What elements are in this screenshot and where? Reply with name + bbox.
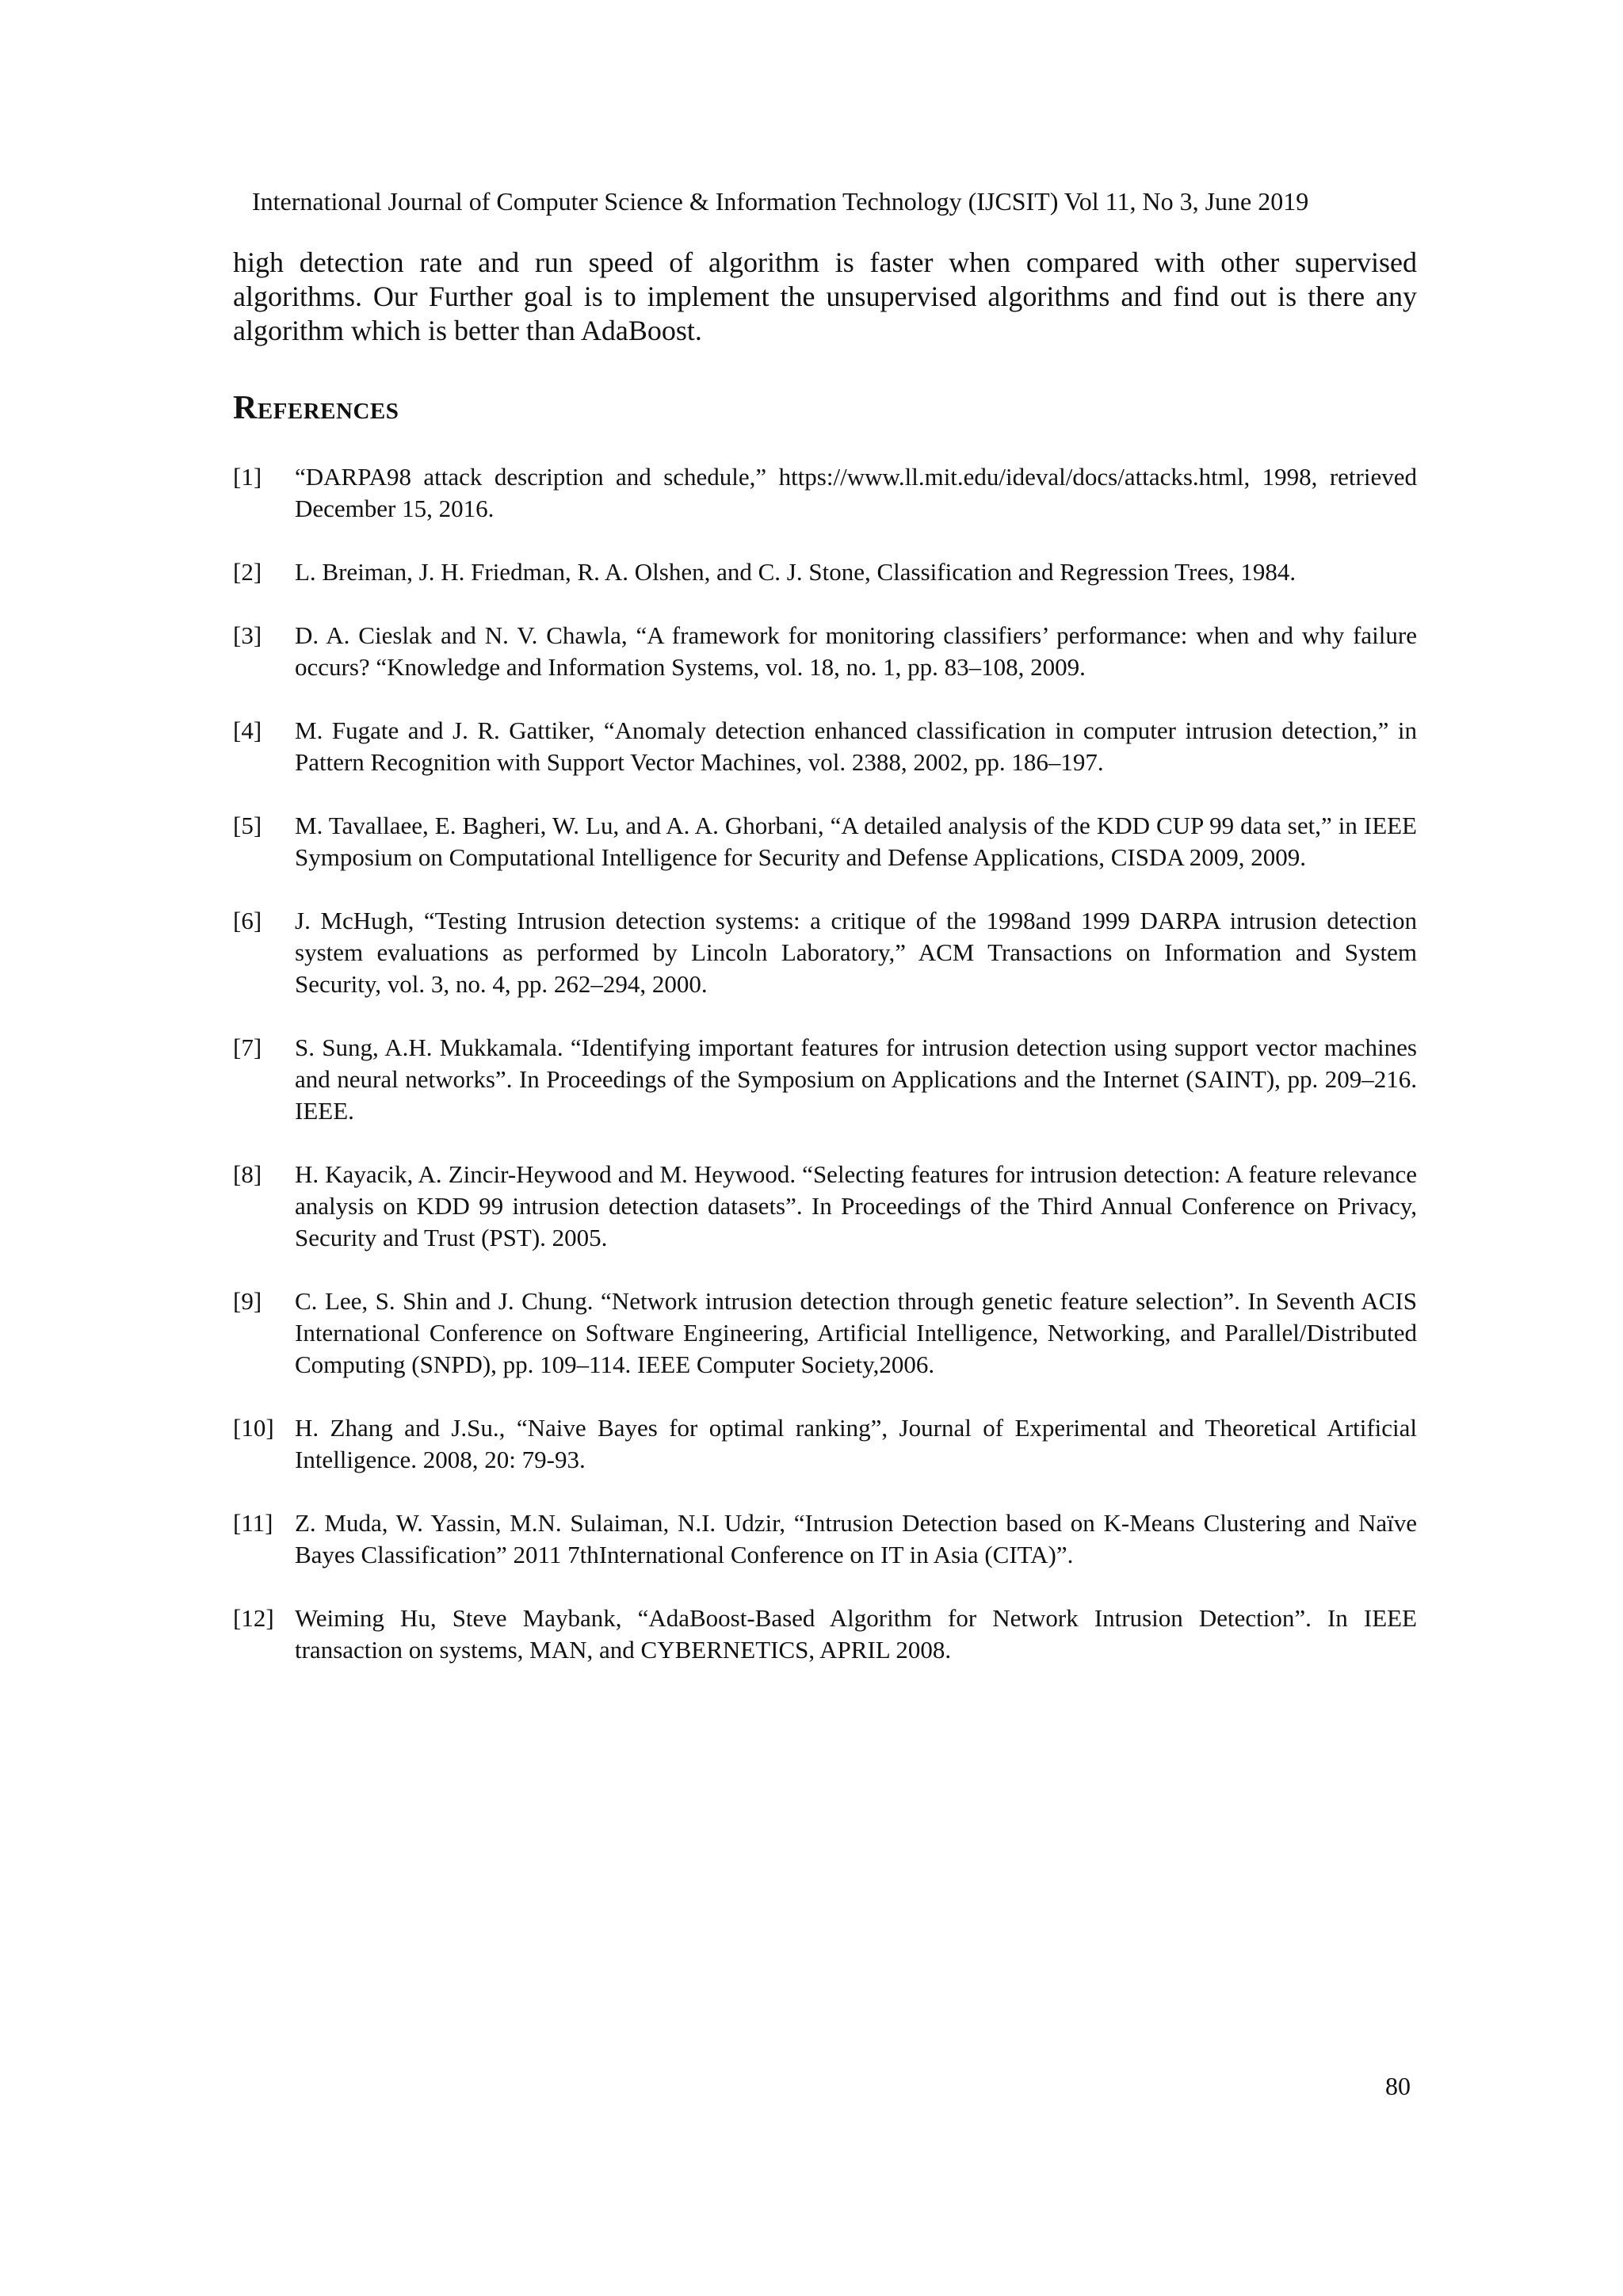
reference-number: [10] — [233, 1414, 274, 1442]
page-number: 80 — [1385, 2072, 1411, 2100]
reference-text: J. McHugh, “Testing Intrusion detection systems: a critique of the 1998and 1999 DARPA intrusion detection system evaluations as performed by Lincoln Laboratory,” ACM Transactions on Information and System Security, vol. 3, no. 4, pp. 262–294, 2000. — [295, 907, 1417, 998]
reference-text: H. Kayacik, A. Zincir-Heywood and M. Heywood. “Selecting features for intrusion detection: A feature relevance analysis on KDD 99 intrusion detection datasets”. In Proceedings of the Third Annual Conference on Privacy, Security and Trust (PST). 2005. — [295, 1160, 1417, 1251]
reference-number: [9] — [233, 1287, 262, 1315]
reference-text: L. Breiman, J. H. Friedman, R. A. Olshen, and C. J. Stone, Classification and Regression Trees, 1984. — [295, 558, 1296, 586]
reference-item — [233, 905, 1417, 1000]
references-heading: References — [233, 390, 399, 426]
reference-item — [233, 1603, 1417, 1666]
reference-item — [233, 620, 1417, 683]
reference-item — [233, 1507, 1417, 1571]
reference-text: S. Sung, A.H. Mukkamala. “Identifying important features for intrusion detection using support vector machines and neural networks”. In Proceedings of the Symposium on Applications and the Internet (SAINT), pp. 209–216. IEEE. — [295, 1033, 1417, 1125]
reference-number: [4] — [233, 716, 262, 744]
reference-number: [3] — [233, 621, 262, 649]
reference-text: M. Fugate and J. R. Gattiker, “Anomaly detection enhanced classification in computer intrusion detection,” in Pattern Recognition with Support Vector Machines, vol. 2388, 2002, pp. 186–197. — [295, 716, 1417, 776]
reference-item — [233, 1412, 1417, 1476]
reference-number: [6] — [233, 907, 262, 934]
reference-list — [233, 461, 1417, 1698]
reference-text: Weiming Hu, Steve Maybank, “AdaBoost-Based Algorithm for Network Intrusion Detection”. In IEEE transaction on systems, MAN, and CYBERNETICS, APRIL 2008. — [295, 1604, 1417, 1664]
reference-item — [233, 1286, 1417, 1381]
reference-number: [1] — [233, 463, 262, 491]
reference-item — [233, 461, 1417, 525]
reference-number: [2] — [233, 558, 262, 586]
reference-item — [233, 810, 1417, 873]
reference-item — [233, 715, 1417, 778]
reference-text: Z. Muda, W. Yassin, M.N. Sulaiman, N.I. Udzir, “Intrusion Detection based on K-Means Clustering and Naïve Bayes Classification” 2011 7thInternational Conference on IT in Asia (CITA)”. — [295, 1509, 1417, 1568]
reference-number: [12] — [233, 1604, 274, 1632]
reference-text: “DARPA98 attack description and schedule,” https://www.ll.mit.edu/ideval/docs/attacks.html, 1998, retrieved December 15, 2016. — [295, 463, 1417, 522]
reference-text: M. Tavallaee, E. Bagheri, W. Lu, and A. A. Ghorbani, “A detailed analysis of the KDD CUP 99 data set,” in IEEE Symposium on Computational Intelligence for Security and Defense Applications, CISDA 2009, 2009. — [295, 812, 1417, 871]
reference-number: [11] — [233, 1509, 273, 1537]
reference-item — [233, 1159, 1417, 1254]
running-header: International Journal of Computer Science & Information Technology (IJCSIT) Vol 11, No 3, June 2019 — [252, 187, 1309, 216]
reference-number: [8] — [233, 1160, 262, 1188]
reference-number: [5] — [233, 812, 262, 839]
conclusion-paragraph: high detection rate and run speed of algorithm is faster when compared with other supervised algorithms. Our Further goal is to implement the unsupervised algorithms and find out is there any algorithm which is better than AdaBoost. — [233, 246, 1417, 346]
reference-item — [233, 1032, 1417, 1127]
reference-text: C. Lee, S. Shin and J. Chung. “Network intrusion detection through genetic feature selection”. In Seventh ACIS International Conference on Software Engineering, Artificial Intelligence, Networking, and Parallel/Distributed Computing (SNPD), pp. 109–114. IEEE Computer Society,2006. — [295, 1287, 1417, 1378]
reference-number: [7] — [233, 1033, 262, 1061]
reference-item — [233, 556, 1417, 588]
reference-text: H. Zhang and J.Su., “Naive Bayes for optimal ranking”, Journal of Experimental and Theoretical Artificial Intelligence. 2008, 20: 79-93. — [295, 1414, 1417, 1473]
reference-text: D. A. Cieslak and N. V. Chawla, “A framework for monitoring classifiers’ performance: when and why failure occurs? “Knowledge and Information Systems, vol. 18, no. 1, pp. 83–108, 2009. — [295, 621, 1417, 681]
